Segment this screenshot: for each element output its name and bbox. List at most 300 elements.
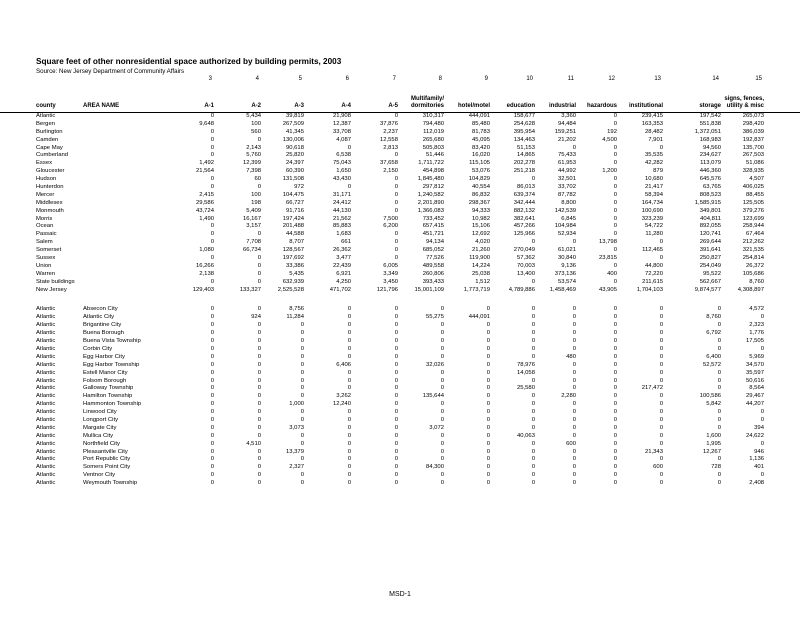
cell-value: 0 [659, 353, 663, 360]
cell-value: 0 [257, 393, 261, 400]
cell-value: 270,049 [513, 247, 535, 254]
cell-value: 0 [347, 322, 351, 329]
cell-value: 0 [531, 448, 535, 455]
cell-value: 0 [347, 377, 351, 384]
cell-value: 14,224 [471, 262, 490, 269]
cell-value: 40,063 [516, 432, 535, 439]
cell-value: 0 [210, 369, 214, 376]
cell-value: 8,760 [706, 314, 721, 321]
cell-value: 0 [394, 184, 398, 191]
cell-county: Atlantic [36, 353, 56, 360]
cell-value: 2,237 [383, 128, 398, 135]
cell-value: 0 [531, 472, 535, 479]
cell-county: Sussex [36, 255, 56, 262]
cell-value: 217,472 [641, 385, 663, 392]
cell-area-name: Longport City [83, 416, 119, 423]
cell-value: 11,284 [286, 314, 304, 321]
table-row [0, 409, 800, 417]
cell-value: 44,207 [745, 401, 764, 408]
cell-value: 1,240,582 [417, 191, 444, 198]
cell-value: 3,072 [429, 424, 444, 431]
cell-value: 0 [210, 385, 214, 392]
cell-value: 0 [394, 207, 398, 214]
cell-value: 5,435 [289, 270, 304, 277]
cell-value: 0 [613, 361, 617, 368]
cell-area-name: Buena Borough [83, 330, 124, 337]
cell-value: 33,702 [557, 184, 576, 191]
cell-value: 0 [394, 377, 398, 384]
cell-value: 1,650 [336, 168, 351, 175]
cell-value: 0 [347, 480, 351, 487]
header-col: industrial [548, 103, 576, 109]
cell-value: 0 [440, 480, 444, 487]
cell-value: 0 [613, 432, 617, 439]
cell-value: 1,995 [706, 440, 721, 447]
cell-value: 0 [572, 330, 576, 337]
cell-value: 31,171 [332, 191, 351, 198]
cell-value: 0 [210, 416, 214, 423]
cell-value: 13,798 [598, 239, 617, 246]
cell-value: 0 [613, 330, 617, 337]
cell-value: 104,475 [282, 191, 304, 198]
cell-value: 0 [347, 424, 351, 431]
cell-value: 0 [717, 369, 721, 376]
cell-value: 0 [486, 330, 490, 337]
table-row [0, 137, 800, 145]
cell-value: 0 [760, 409, 764, 416]
cell-value: 0 [347, 369, 351, 376]
cell-value: 0 [347, 345, 351, 352]
cell-value: 0 [347, 314, 351, 321]
cell-value: 0 [257, 401, 261, 408]
table-row [0, 401, 800, 409]
cell-value: 0 [531, 314, 535, 321]
cell-value: 0 [613, 322, 617, 329]
cell-value: 40,554 [471, 184, 490, 191]
cell-value: 100 [251, 120, 261, 127]
cell-value: 8,760 [749, 278, 764, 285]
cell-value: 0 [394, 306, 398, 313]
cell-value: 379,276 [742, 207, 764, 214]
cell-value: 33,386 [285, 262, 304, 269]
cell-value: 0 [717, 424, 721, 431]
table-row [0, 247, 800, 255]
header-col: education [506, 103, 535, 109]
cell-value: 197,542 [699, 113, 721, 119]
cell-value: 6,792 [706, 330, 721, 337]
cell-value: 58,394 [644, 191, 663, 198]
cell-value: 0 [572, 480, 576, 487]
cell-value: 0 [659, 401, 663, 408]
cell-value: 0 [486, 464, 490, 471]
cell-value: 53,076 [471, 168, 490, 175]
cell-value: 0 [394, 345, 398, 352]
table-row [0, 330, 800, 338]
cell-value: 0 [531, 306, 535, 313]
cell-value: 37,658 [379, 160, 398, 167]
cell-value: 2,525,528 [277, 286, 304, 293]
cell-value: 0 [257, 184, 261, 191]
cell-value: 0 [613, 393, 617, 400]
header-col: utility & misc [726, 103, 764, 109]
cell-value: 0 [613, 231, 617, 238]
cell-value: 0 [347, 306, 351, 313]
cell-value: 0 [717, 306, 721, 313]
cell-value: 7,398 [246, 168, 261, 175]
cell-value: 0 [300, 409, 304, 416]
cell-value: 0 [210, 472, 214, 479]
cell-value: 0 [531, 401, 535, 408]
cell-value: 0 [760, 440, 764, 447]
cell-value: 45,095 [471, 136, 490, 143]
cell-value: 104,829 [468, 176, 490, 183]
cell-value: 0 [486, 424, 490, 431]
cell-value: 0 [613, 401, 617, 408]
cell-value: 0 [210, 239, 214, 246]
cell-county: Atlantic [36, 330, 56, 337]
cell-value: 7,901 [648, 136, 663, 143]
cell-value: 0 [347, 432, 351, 439]
cell-value: 0 [572, 385, 576, 392]
cell-value: 0 [659, 416, 663, 423]
cell-value: 2,408 [749, 480, 764, 487]
cell-area-name: Weymouth Township [83, 480, 138, 487]
cell-value: 373,136 [554, 270, 576, 277]
cell-area-name: Mullica City [83, 432, 114, 439]
cell-value: 1,080 [199, 247, 214, 254]
column-number: 3 [208, 76, 212, 82]
cell-value: 112,019 [423, 128, 444, 135]
data-table [0, 113, 800, 488]
cell-value: 0 [486, 448, 490, 455]
cell-value: 6,538 [336, 152, 351, 159]
cell-value: 0 [613, 448, 617, 455]
table-row [0, 160, 800, 168]
column-number: 9 [484, 76, 488, 82]
cell-value: 0 [394, 361, 398, 368]
cell-value: 0 [257, 306, 261, 313]
cell-value: 0 [613, 306, 617, 313]
cell-value: 104,984 [554, 223, 576, 230]
cell-value: 2,415 [199, 191, 214, 198]
cell-value: 66,727 [285, 199, 304, 206]
cell-value: 1,372,051 [694, 128, 721, 135]
table-header [0, 86, 800, 113]
cell-value: 112,465 [642, 247, 663, 254]
cell-value: 94,134 [425, 239, 444, 246]
cell-value: 12,387 [332, 120, 351, 127]
table-row [0, 362, 800, 370]
cell-value: 0 [257, 361, 261, 368]
header-col: institutional [629, 103, 663, 109]
cell-county: Atlantic [36, 472, 56, 479]
cell-value: 52,572 [702, 361, 721, 368]
cell-value: 67,464 [745, 231, 764, 238]
cell-value: 23,815 [598, 255, 617, 262]
cell-value: 0 [257, 369, 261, 376]
cell-value: 0 [531, 239, 535, 246]
cell-value: 0 [613, 113, 617, 119]
cell-value: 0 [717, 480, 721, 487]
cell-value: 61,953 [557, 160, 576, 167]
cell-value: 51,446 [425, 152, 444, 159]
column-number: 10 [526, 76, 533, 82]
cell-county: Camden [36, 136, 59, 143]
cell-value: 4,500 [602, 136, 617, 143]
cell-county: Atlantic [36, 424, 56, 431]
cell-area-name: Port Republic City [83, 456, 131, 463]
cell-value: 0 [572, 322, 576, 329]
cell-value: 0 [210, 456, 214, 463]
table-row [0, 456, 800, 464]
cell-value: 0 [347, 416, 351, 423]
cell-value: 123,699 [742, 215, 764, 222]
cell-value: 0 [440, 385, 444, 392]
cell-value: 0 [394, 255, 398, 262]
cell-value: 882,132 [513, 207, 535, 214]
cell-value: 1,600 [706, 432, 721, 439]
cell-value: 0 [613, 207, 617, 214]
cell-value: 265,073 [742, 113, 764, 119]
cell-value: 0 [257, 424, 261, 431]
cell-value: 391,641 [699, 247, 721, 254]
cell-county: Somerset [36, 247, 62, 254]
cell-value: 6,005 [383, 262, 398, 269]
table-row [0, 393, 800, 401]
cell-value: 0 [394, 464, 398, 471]
cell-value: 0 [300, 377, 304, 384]
cell-value: 0 [486, 345, 490, 352]
cell-county: Burlington [36, 128, 63, 135]
cell-value: 121,796 [376, 286, 398, 293]
cell-area-name: Atlantic City [83, 314, 115, 321]
cell-value: 297,812 [422, 184, 444, 191]
cell-county: Atlantic [36, 113, 56, 119]
column-number: 13 [654, 76, 661, 82]
cell-value: 0 [257, 322, 261, 329]
cell-value: 1,366,083 [417, 207, 444, 214]
cell-county: Atlantic [36, 409, 56, 416]
cell-value: 0 [613, 480, 617, 487]
page-footer: MSD-1 [389, 591, 411, 598]
table-row [0, 145, 800, 153]
cell-value: 0 [210, 424, 214, 431]
cell-value: 16,266 [195, 262, 214, 269]
cell-value: 52,934 [557, 231, 576, 238]
header-col-line1: Multifamily/ [410, 96, 444, 102]
cell-value: 1,585,915 [694, 199, 721, 206]
cell-value: 794,480 [422, 120, 444, 127]
header-col: A-5 [388, 103, 398, 109]
cell-value: 0 [486, 480, 490, 487]
cell-value: 0 [613, 338, 617, 345]
cell-value: 254,814 [742, 255, 764, 262]
cell-value: 0 [210, 322, 214, 329]
cell-county: Ocean [36, 223, 54, 230]
cell-value: 35,597 [745, 369, 764, 376]
cell-county: State buildings [36, 278, 75, 285]
header-col: storage [699, 103, 721, 109]
cell-value: 41,345 [285, 128, 304, 135]
cell-value: 0 [531, 480, 535, 487]
cell-county: Atlantic [36, 432, 56, 439]
cell-county: Middlesex [36, 199, 63, 206]
table-row [0, 223, 800, 231]
cell-value: 0 [300, 393, 304, 400]
cell-value: 0 [257, 270, 261, 277]
cell-value: 77,526 [425, 255, 444, 262]
cell-value: 0 [440, 440, 444, 447]
header-area-name: AREA NAME [83, 103, 120, 109]
cell-area-name: Buena Vista Township [83, 338, 141, 345]
cell-value: 0 [613, 144, 617, 151]
cell-value: 0 [613, 409, 617, 416]
cell-value: 4,789,886 [508, 286, 535, 293]
source-note: Source: New Jersey Department of Community Affairs [36, 68, 185, 75]
cell-value: 14,865 [516, 152, 535, 159]
table-row [0, 385, 800, 393]
cell-value: 0 [210, 184, 214, 191]
cell-value: 0 [440, 338, 444, 345]
cell-value: 0 [717, 416, 721, 423]
cell-value: 125,966 [513, 231, 535, 238]
cell-value: 879 [653, 168, 663, 175]
cell-value: 267,503 [742, 152, 764, 159]
cell-value: 0 [394, 314, 398, 321]
cell-value: 51,153 [516, 144, 535, 151]
cell-value: 130,006 [282, 136, 304, 143]
header-col: hotel/motel [457, 103, 490, 109]
cell-area-name: Northfield City [83, 440, 120, 447]
cell-value: 0 [394, 448, 398, 455]
cell-value: 0 [347, 385, 351, 392]
cell-value: 0 [531, 424, 535, 431]
cell-value: 0 [613, 456, 617, 463]
cell-value: 0 [347, 330, 351, 337]
cell-value: 298,367 [468, 199, 490, 206]
cell-value: 0 [210, 409, 214, 416]
cell-value: 37,876 [379, 120, 398, 127]
cell-value: 0 [210, 128, 214, 135]
cell-value: 39,819 [285, 113, 304, 119]
cell-value: 105,686 [742, 270, 764, 277]
cell-value: 0 [394, 409, 398, 416]
cell-value: 0 [572, 369, 576, 376]
cell-value: 0 [300, 330, 304, 337]
table-row [0, 208, 800, 216]
cell-value: 639,374 [513, 191, 535, 198]
cell-value: 728 [711, 464, 721, 471]
cell-value: 91,716 [285, 207, 304, 214]
cell-value: 0 [572, 456, 576, 463]
cell-value: 0 [440, 306, 444, 313]
cell-value: 0 [257, 377, 261, 384]
cell-value: 0 [717, 472, 721, 479]
cell-value: 1,773,719 [463, 286, 490, 293]
cell-value: 0 [572, 448, 576, 455]
cell-value: 0 [300, 385, 304, 392]
cell-value: 13,400 [516, 270, 535, 277]
cell-value: 323,239 [641, 215, 663, 222]
cell-value: 1,492 [199, 160, 214, 167]
cell-value: 4,507 [749, 176, 764, 183]
cell-value: 21,260 [471, 247, 490, 254]
cell-value: 0 [210, 152, 214, 159]
cell-value: 0 [613, 472, 617, 479]
cell-value: 0 [394, 401, 398, 408]
cell-value: 382,641 [513, 215, 535, 222]
cell-county: Gloucester [36, 168, 65, 175]
table-row [0, 354, 800, 362]
cell-value: 0 [394, 191, 398, 198]
cell-value: 250,827 [699, 255, 721, 262]
cell-value: 0 [613, 314, 617, 321]
column-number: 4 [255, 76, 259, 82]
cell-value: 134,463 [513, 136, 535, 143]
cell-value: 0 [531, 338, 535, 345]
cell-county: Warren [36, 270, 56, 277]
cell-value: 8,756 [289, 306, 304, 313]
cell-value: 0 [347, 353, 351, 360]
cell-value: 0 [486, 409, 490, 416]
cell-county: Morris [36, 215, 53, 222]
cell-value: 342,444 [513, 199, 535, 206]
cell-area-name: Pleasantville City [83, 448, 128, 455]
column-number: 12 [608, 76, 615, 82]
cell-value: 17,505 [745, 338, 764, 345]
cell-value: 95,522 [702, 270, 721, 277]
table-row [0, 425, 800, 433]
cell-value: 0 [210, 338, 214, 345]
cell-value: 131,508 [282, 176, 304, 183]
cell-value: 328,935 [742, 168, 764, 175]
cell-value: 0 [257, 480, 261, 487]
cell-value: 0 [613, 377, 617, 384]
cell-value: 5,760 [246, 152, 261, 159]
cell-value: 600 [653, 464, 663, 471]
cell-value: 25,820 [285, 152, 304, 159]
cell-value: 0 [613, 247, 617, 254]
cell-county: Atlantic [36, 448, 56, 455]
cell-value: 0 [531, 416, 535, 423]
cell-value: 1,512 [475, 278, 490, 285]
cell-value: 87,782 [557, 191, 576, 198]
cell-value: 386,039 [742, 128, 764, 135]
column-number: 5 [298, 76, 302, 82]
cell-value: 0 [210, 255, 214, 262]
cell-value: 0 [531, 409, 535, 416]
cell-value: 0 [531, 278, 535, 285]
cell-value: 21,564 [195, 168, 214, 175]
table-row [0, 370, 800, 378]
column-numbers [0, 76, 800, 85]
cell-value: 0 [572, 338, 576, 345]
cell-value: 0 [300, 369, 304, 376]
cell-county: Atlantic [36, 361, 56, 368]
cell-value: 0 [613, 215, 617, 222]
cell-value: 0 [394, 393, 398, 400]
cell-value: 0 [486, 401, 490, 408]
cell-value: 0 [717, 385, 721, 392]
cell-value: 75,043 [332, 160, 351, 167]
cell-value: 84,300 [425, 464, 444, 471]
cell-area-name: Margate City [83, 424, 117, 431]
cell-value: 12,692 [471, 231, 490, 238]
cell-value: 115,105 [469, 160, 490, 167]
cell-value: 94,333 [471, 207, 490, 214]
cell-value: 42,282 [644, 160, 663, 167]
cell-value: 0 [440, 416, 444, 423]
